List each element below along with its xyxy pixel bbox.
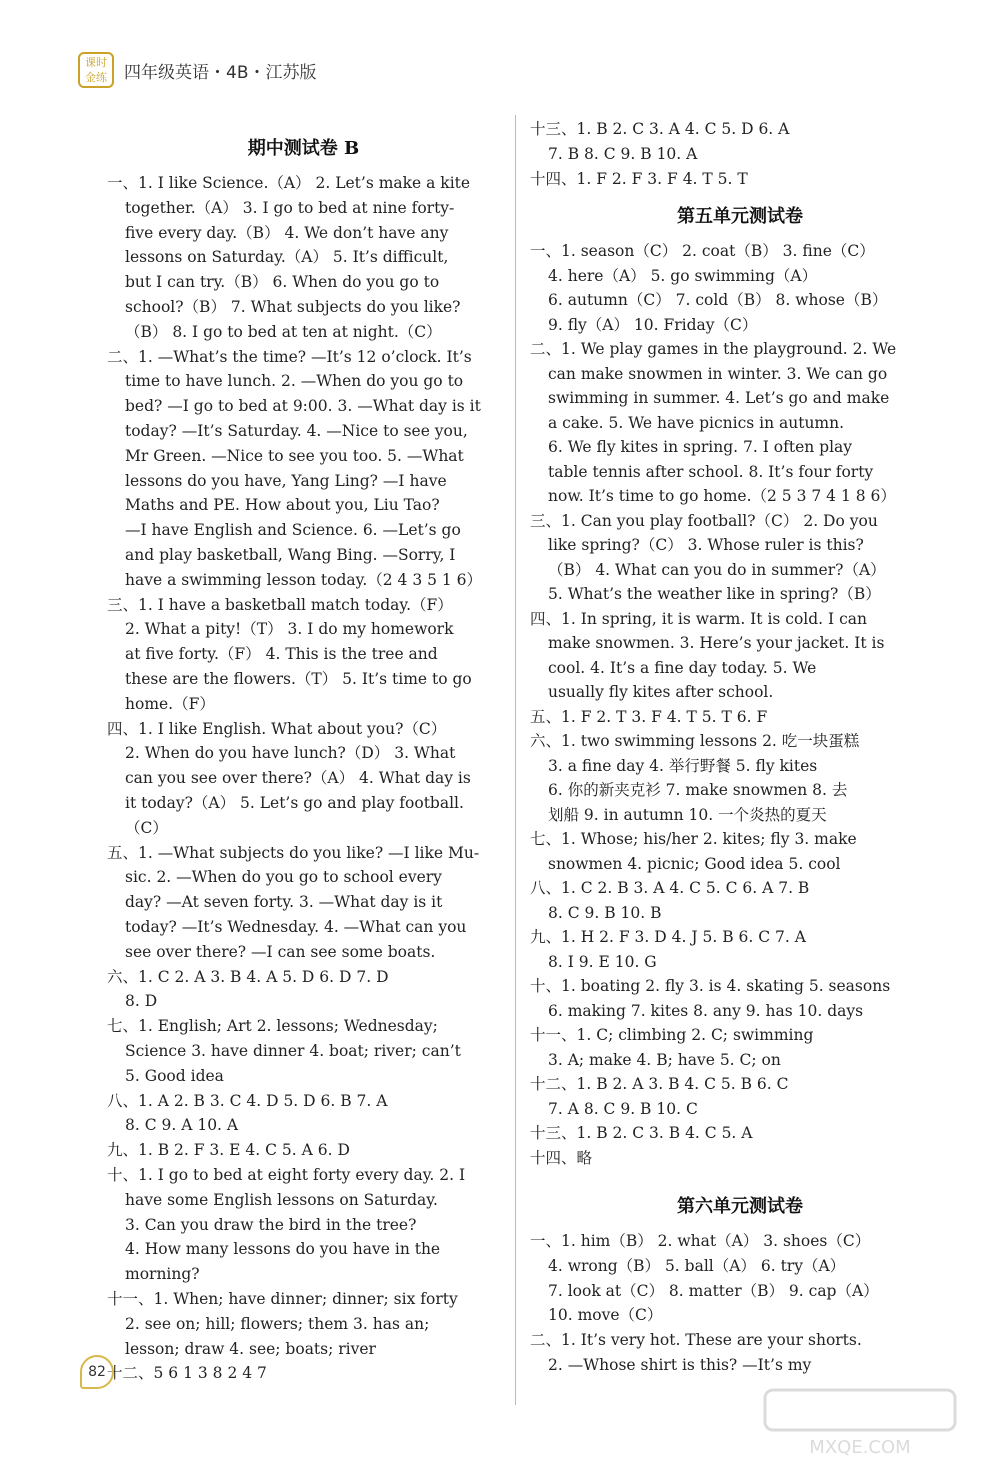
answer-line: and play basketball, Wang Bing. —Sorry, I [125,546,456,564]
answer-line: 十、1. I go to bed at eight forty every day. 2. I [107,1166,466,1184]
answer-line: 八、1. A 2. B 3. C 4. D 5. D 6. B 7. A [107,1091,388,1110]
answer-line: school?（B） 7. What subjects do you like? [125,298,461,316]
answer-line: 6. 你的新夹克衫 7. make snowmen 8. 去 [548,781,848,799]
answer-line: 6. autumn（C） 7. cold（B） 8. whose（B） [548,291,888,309]
answer-line: these are the flowers.（T） 5. It’s time to go [125,670,472,688]
answer-line: lesson; draw 4. see; boats; river [125,1339,376,1358]
answer-line: 8. D [125,992,158,1011]
answer-line: morning? [125,1265,200,1284]
answer-line: 一、1. him（B） 2. what（A） 3. shoes（C） [530,1232,871,1250]
answer-line: 二、1. —What’s the time? —It’s 12 o’clock. It’s [107,347,472,366]
answer-line: Science 3. have dinner 4. boat; river; can’t [125,1042,461,1060]
answer-line: have some English lessons on Saturday. [125,1190,438,1209]
answer-line: （C） [125,818,168,837]
answer-line: 七、1. English; Art 2. lessons; Wednesday; [107,1017,438,1036]
answer-line: 八、1. C 2. B 3. A 4. C 5. C 6. A 7. B [530,879,810,897]
answer-line: together.（A） 3. I go to bed at nine forty- [125,198,455,217]
answer-line: snowmen 4. picnic; Good idea 5. cool [548,854,841,873]
answer-line: 十二、5 6 1 3 8 2 4 7 [107,1364,267,1383]
answer-line: 三、1. Can you play football?（C） 2. Do you [530,511,878,530]
answer-line: it today?（A） 5. Let’s go and play football. [125,794,464,812]
answer-line: a cake. 5. We have picnics in autumn. [548,413,845,432]
answer-line: cool. 4. It’s a fine day today. 5. We [548,658,817,677]
answer-line: 十三、1. B 2. C 3. A 4. C 5. D 6. A [530,120,790,138]
answer-line: but I can try.（B） 6. When do you go to [125,273,440,292]
answer-line: today? —It’s Saturday. 4. —Nice to see you, [125,422,468,440]
answer-line: 8. I 9. E 10. G [548,952,657,971]
section-title-unit5: 第五单元测试卷 [677,206,803,227]
section-title-unit6: 第六单元测试卷 [677,1196,803,1217]
answer-line: make snowmen. 3. Here’s your jacket. It is [548,634,885,652]
answer-line: 2. What a pity!（T） 3. I do my homework [125,620,454,639]
answer-line: 5. Good idea [125,1066,224,1085]
answer-line: 十三、1. B 2. C 3. B 4. C 5. A [530,1124,753,1142]
answer-line: Maths and PE. How about you, Liu Tao? [125,496,440,515]
page-number: 82 [80,1355,114,1389]
answer-line: 二、1. It’s very hot. These are your shorts. [530,1331,862,1350]
answer-line: five every day.（B） 4. We don’t have any [125,223,449,242]
answer-line: 7. look at（C） 8. matter（B） 9. cap（A） [548,1281,879,1300]
answer-line: 4. here（A） 5. go swimming（A） [548,266,818,285]
answer-line: usually fly kites after school. [548,683,774,701]
answer-line: 九、1. B 2. F 3. E 4. C 5. A 6. D [107,1141,350,1160]
answer-line: 七、1. Whose; his/her 2. kites; fly 3. make [530,830,857,848]
svg-text:MXQE.COM: MXQE.COM [809,1437,911,1458]
answer-line: 4. How many lessons do you have in the [125,1240,441,1259]
answer-line: 十四、略 [530,1148,593,1167]
answer-line: 2. When do you have lunch?（D） 3. What [125,744,456,763]
answer-line: sic. 2. —When do you go to school every [125,868,442,887]
answer-line: 10. move（C） [548,1306,663,1325]
answer-line: 2. see on; hill; flowers; them 3. has an; [125,1314,430,1333]
answer-line: —I have English and Science. 6. —Let’s go [125,521,461,540]
answer-line: 六、1. C 2. A 3. B 4. A 5. D 6. D 7. D [107,967,389,986]
answer-line: 十一、1. C; climbing 2. C; swimming [530,1026,814,1044]
answer-line: 五、1. F 2. T 3. F 4. T 5. T 6. F [530,707,768,726]
answer-line: 划船 9. in autumn 10. 一个炎热的夏天 [548,805,827,824]
brand-logo [78,52,114,88]
watermark-logo [760,1385,960,1460]
answer-line: today? —It’s Wednesday. 4. —What can you [125,918,467,936]
answer-line: 十、1. boating 2. fly 3. is 4. skating 5. seasons [530,977,891,995]
answer-line: 8. C 9. B 10. B [548,903,662,922]
answer-line: 3. Can you draw the bird in the tree? [125,1215,417,1234]
answer-line: 8. C 9. A 10. A [125,1116,239,1135]
section-title-midterm-b: 期中测试卷 B [247,138,360,159]
answer-line: 7. A 8. C 9. B 10. C [548,1099,698,1118]
answer-line: have a swimming lesson today.（2 4 3 5 1 6） [125,570,483,589]
logo-bottom-text: 金练 [85,71,107,84]
answer-line: 三、1. I have a basketball match today.（F） [107,595,453,614]
answer-line: can you see over there?（A） 4. What day is [125,769,471,788]
answer-line: lessons on Saturday.（A） 5. It’s difficult, [125,248,449,267]
column-divider [515,115,516,1405]
answer-line: table tennis after school. 8. It’s four forty [548,462,874,481]
answer-line: 十四、1. F 2. F 3. F 4. T 5. T [530,169,748,188]
answer-line: can make snowmen in winter. 3. We can go [548,364,888,383]
answer-line: 九、1. H 2. F 3. D 4. J 5. B 6. C 7. A [530,928,806,946]
answer-line: time to have lunch. 2. —When do you go to [125,372,464,391]
page-header [78,50,316,90]
answer-line: 十一、1. When; have dinner; dinner; six forty [107,1290,458,1308]
answer-line: 6. We fly kites in spring. 7. I often play [548,438,853,456]
answer-line: 3. A; make 4. B; have 5. C; on [548,1050,781,1069]
answer-line: home.（F） [125,694,215,713]
answer-line: 一、1. I like Science.（A） 2. Let’s make a kite [107,174,471,192]
answer-line: 四、1. I like English. What about you?（C） [107,719,447,738]
answer-line: 五、1. —What subjects do you like? —I like Mu- [107,843,480,862]
logo-top-text: 课时 [85,56,107,69]
answer-line: 2. —Whose shirt is this? —It’s my [548,1356,812,1374]
answer-line: 二、1. We play games in the playground. 2. We [530,340,897,358]
answer-line: 5. What’s the weather like in spring?（B） [548,585,881,603]
answer-line: lessons do you have, Yang Ling? —I have [125,471,447,490]
answer-line: like spring?（C） 3. Whose ruler is this? [548,536,864,554]
answer-line: day? —At seven forty. 3. —What day is it [125,893,443,912]
answer-line: 十二、1. B 2. A 3. B 4. C 5. B 6. C [530,1075,789,1093]
answer-line: at five forty.（F） 4. This is the tree and [125,645,438,664]
answer-line: （B） 4. What can you do in summer?（A） [548,560,886,579]
answer-line: 一、1. season（C） 2. coat（B） 3. fine（C） [530,242,875,260]
answer-line: Mr Green. —Nice to see you too. 5. —What [125,446,464,465]
answer-line: 9. fly（A） 10. Friday（C） [548,315,758,334]
answer-line: 3. a fine day 4. 举行野餐 5. fly kites [548,756,818,775]
answer-line: 四、1. In spring, it is warm. It is cold. I can [530,609,867,628]
answer-line: 7. B 8. C 9. B 10. A [548,144,698,163]
answer-line: now. It’s time to go home.（2 5 3 7 4 1 8 6） [548,487,896,505]
answer-line: 6. making 7. kites 8. any 9. has 10. days [548,1001,864,1020]
book-title: 四年级英语・4B・江苏版 [124,62,317,83]
answer-line: （B） 8. I go to bed at ten at night.（C） [125,322,442,341]
answer-line: see over there? —I can see some boats. [125,942,436,961]
answer-line: swimming in summer. 4. Let’s go and make [548,389,890,407]
answer-line: 六、1. two swimming lessons 2. 吃一块蛋糕 [530,732,860,750]
answer-line: 4. wrong（B） 5. ball（A） 6. try（A） [548,1256,846,1275]
answer-line: bed? —I go to bed at 9:00. 3. —What day is it [125,397,481,416]
